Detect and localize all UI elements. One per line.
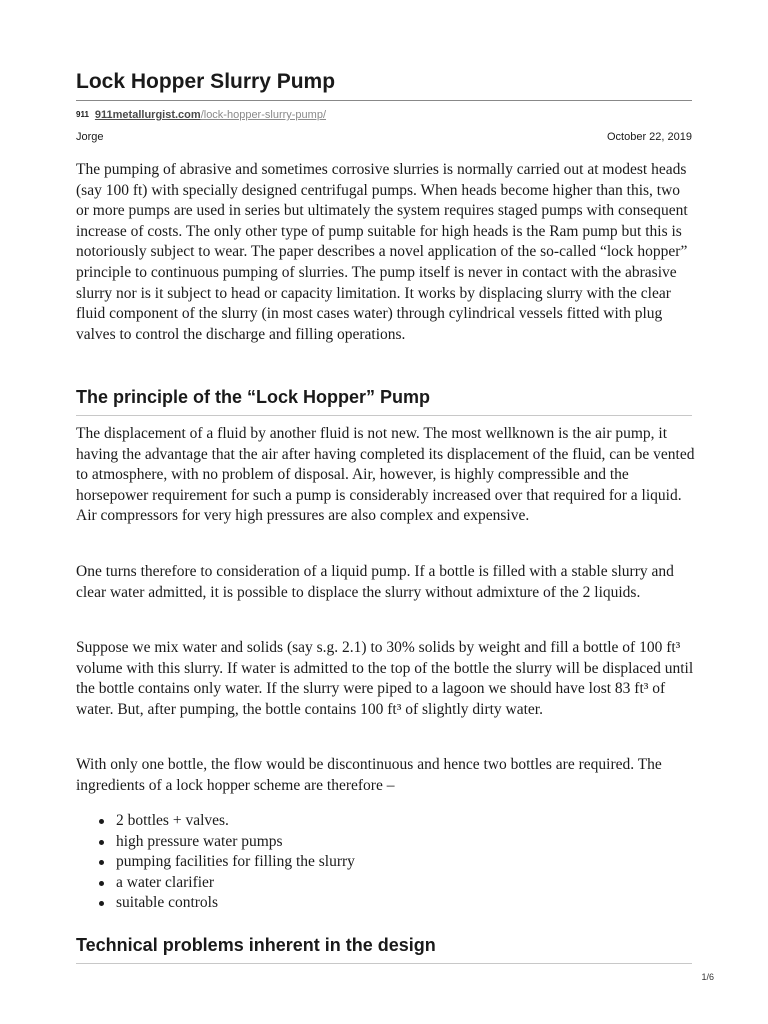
site-logo-icon: 911	[76, 110, 89, 119]
section-divider	[76, 415, 692, 416]
list-item: pumping facilities for filling the slurry	[76, 852, 355, 873]
article-meta	[76, 130, 692, 144]
paragraph-liquid-pump: One turns therefore to consideration of a liquid pump. If a bottle is filled with a stable slurry and clear water admitted, it is possible to displace the slurry without admixture of the 2 liquids.	[76, 563, 674, 601]
section-heading-principle: The principle of the “Lock Hopper” Pump	[76, 387, 431, 407]
source-line	[76, 108, 326, 122]
paragraph-two-bottles: With only one bottle, the flow would be discontinuous and hence two bottles are required. The ingredients of a lock hopper scheme are therefore –	[76, 756, 662, 794]
intro-paragraph: The pumping of abrasive and sometimes corrosive slurries is normally carried out at modest heads (say 100 ft) with specially designed centrifugal pumps. When heads become higher than this, two or more pumps are used in series but ultimately the system requires staged pumps with consequent increase of costs. The only other type of pump suitable for high heads is the Ram pump but this is notoriously subject to wear. The paper describes a novel application of the so-called “lock hopper” principle to continuous pumping of slurries. The pump itself is never in contact with the abrasive slurry nor is it subject to head or capacity limitation. It works by displacing slurry with the clear fluid component of the slurry (in most cases water) through cylindrical vessels fitted with plug valves to control the discharge and filling operations.	[76, 161, 688, 343]
section-heading-technical-problems: Technical problems inherent in the design	[76, 935, 436, 955]
page-number: 1/6	[701, 972, 714, 982]
source-link[interactable]	[95, 109, 326, 121]
page-title: Lock Hopper Slurry Pump	[76, 70, 336, 93]
list-item: 2 bottles + valves.	[76, 811, 355, 832]
list-item: a water clarifier	[76, 873, 355, 894]
source-domain: 911metallurgist.com	[94, 109, 201, 121]
paragraph-example: Suppose we mix water and solids (say s.g. 2.1) to 30% solids by weight and fill a bottle of 100 ft³ volume with this slurry. If water is admitted to the top of the bottle the slurry will be displaced until the bottle contains only water. If the slurry were piped to a lagoon we should have lost 83 ft³ of water. But, after pumping, the bottle contains 100 ft³ of slightly dirty water.	[76, 639, 694, 718]
list-item: suitable controls	[76, 893, 355, 914]
title-divider	[76, 100, 692, 101]
section-divider	[76, 963, 692, 964]
publish-date: October 22, 2019	[606, 131, 692, 143]
list-item: high pressure water pumps	[76, 832, 355, 853]
source-path: /lock-hopper-slurry-pump/	[200, 109, 327, 121]
ingredients-list	[76, 811, 355, 914]
paragraph-displacement: The displacement of a fluid by another fluid is not new. The most wellknown is the air pump, it having the advantage that the air after having completed its displacement of the fluid, can be vented to atmosphere, with no problem of disposal. Air, however, is highly compressible and the horsepower requirement for such a pump is considerably increased over that required for a liquid. Air compressors for very high pressures are also complex and expensive.	[76, 425, 695, 525]
author: Jorge	[76, 131, 104, 143]
